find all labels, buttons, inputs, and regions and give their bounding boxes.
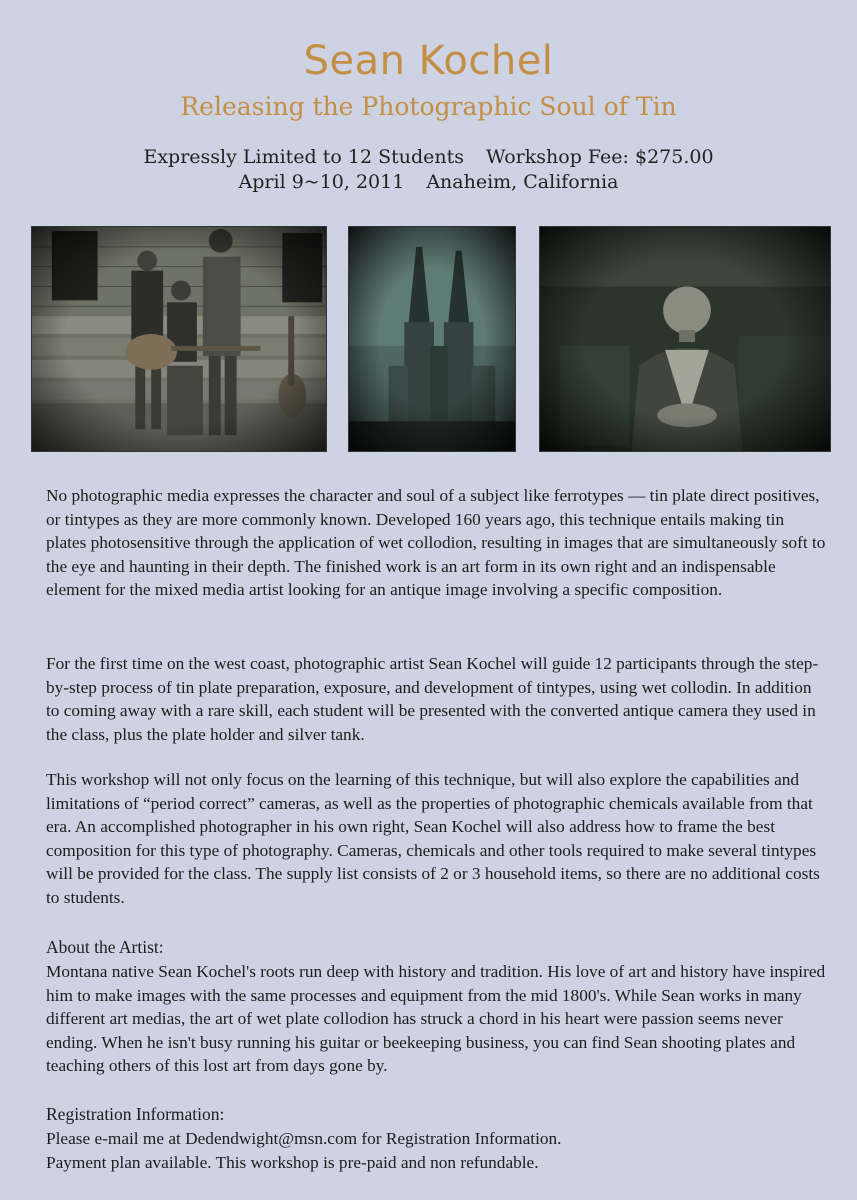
page-title: Sean Kochel	[303, 38, 554, 84]
registration-info	[46, 1127, 826, 1174]
tintype-boys-guitar-photo	[31, 226, 327, 452]
student-limit: Expressly Limited to 12 Students	[143, 146, 464, 168]
registration-email-line: Please e-mail me at Dedendwight@msn.com for Registration Information.	[46, 1129, 562, 1148]
workshop-location: Anaheim, California	[426, 171, 619, 193]
workshop-date: April 9~10, 2011	[238, 171, 405, 193]
registration-heading: Registration Information:	[46, 1104, 225, 1124]
registration-payment-line: Payment plan available. This workshop is pre-paid and non refundable.	[46, 1152, 539, 1172]
workshop-fee: Workshop Fee: $275.00	[486, 146, 714, 168]
page-subtitle: Releasing the Photographic Soul of Tin	[180, 92, 677, 121]
workshop-paragraph: For the first time on the west coast, photographic artist Sean Kochel will guide 12 participants through the step-by-step process of tin plate preparation, exposure, and development of tintypes, using wet collodin. In addition to coming away with a rare skill, each student will be presented with the converted antique camera they used in the class, plus the plate holder and silver tank.	[46, 654, 819, 744]
workshop-info-line	[0, 145, 857, 169]
tintype-cathedral-photo	[348, 226, 516, 452]
about-paragraph: Montana native Sean Kochel's roots run deep with history and tradition. His love of art and history have inspired him to make images with the same processes and equipment from the mid 1800's. While Sean works in many different art medias, the art of wet plate collodion has struck a chord in his heart were passion seems never ending. When he isn't busy running his guitar or beekeeping business, you can find Sean shooting plates and teaching others of this lost art from days gone by.	[46, 962, 826, 1075]
tintype-man-portrait-photo	[539, 226, 831, 452]
workshop-date-line	[0, 170, 857, 194]
intro-paragraph: No photographic media expresses the character and soul of a subject like ferrotypes — tin plate direct positives, or tintypes as they are more commonly known. Developed 160 years ago, this technique entails making tin plates photosensitive through the application of wet collodion, resulting in images that are simultaneously soft to the eye and haunting in their depth. The finished work is an art form in its own right and an indispensable element for the mixed media artist looking for an antique image involving a specific composition.	[46, 486, 826, 599]
about-heading: About the Artist:	[46, 937, 164, 957]
focus-paragraph: This workshop will not only focus on the learning of this technique, but will also explore the capabilities and limitations of “period correct” cameras, as well as the properties of photographic chemicals available from that era. An accomplished photographer in his own right, Sean Kochel will also address how to frame the best composition for this type of photography. Cameras, chemicals and other tools required to make several tintypes will be provided for the class. The supply list consists of 2 or 3 household items, so there are no additional costs to students.	[46, 770, 820, 907]
